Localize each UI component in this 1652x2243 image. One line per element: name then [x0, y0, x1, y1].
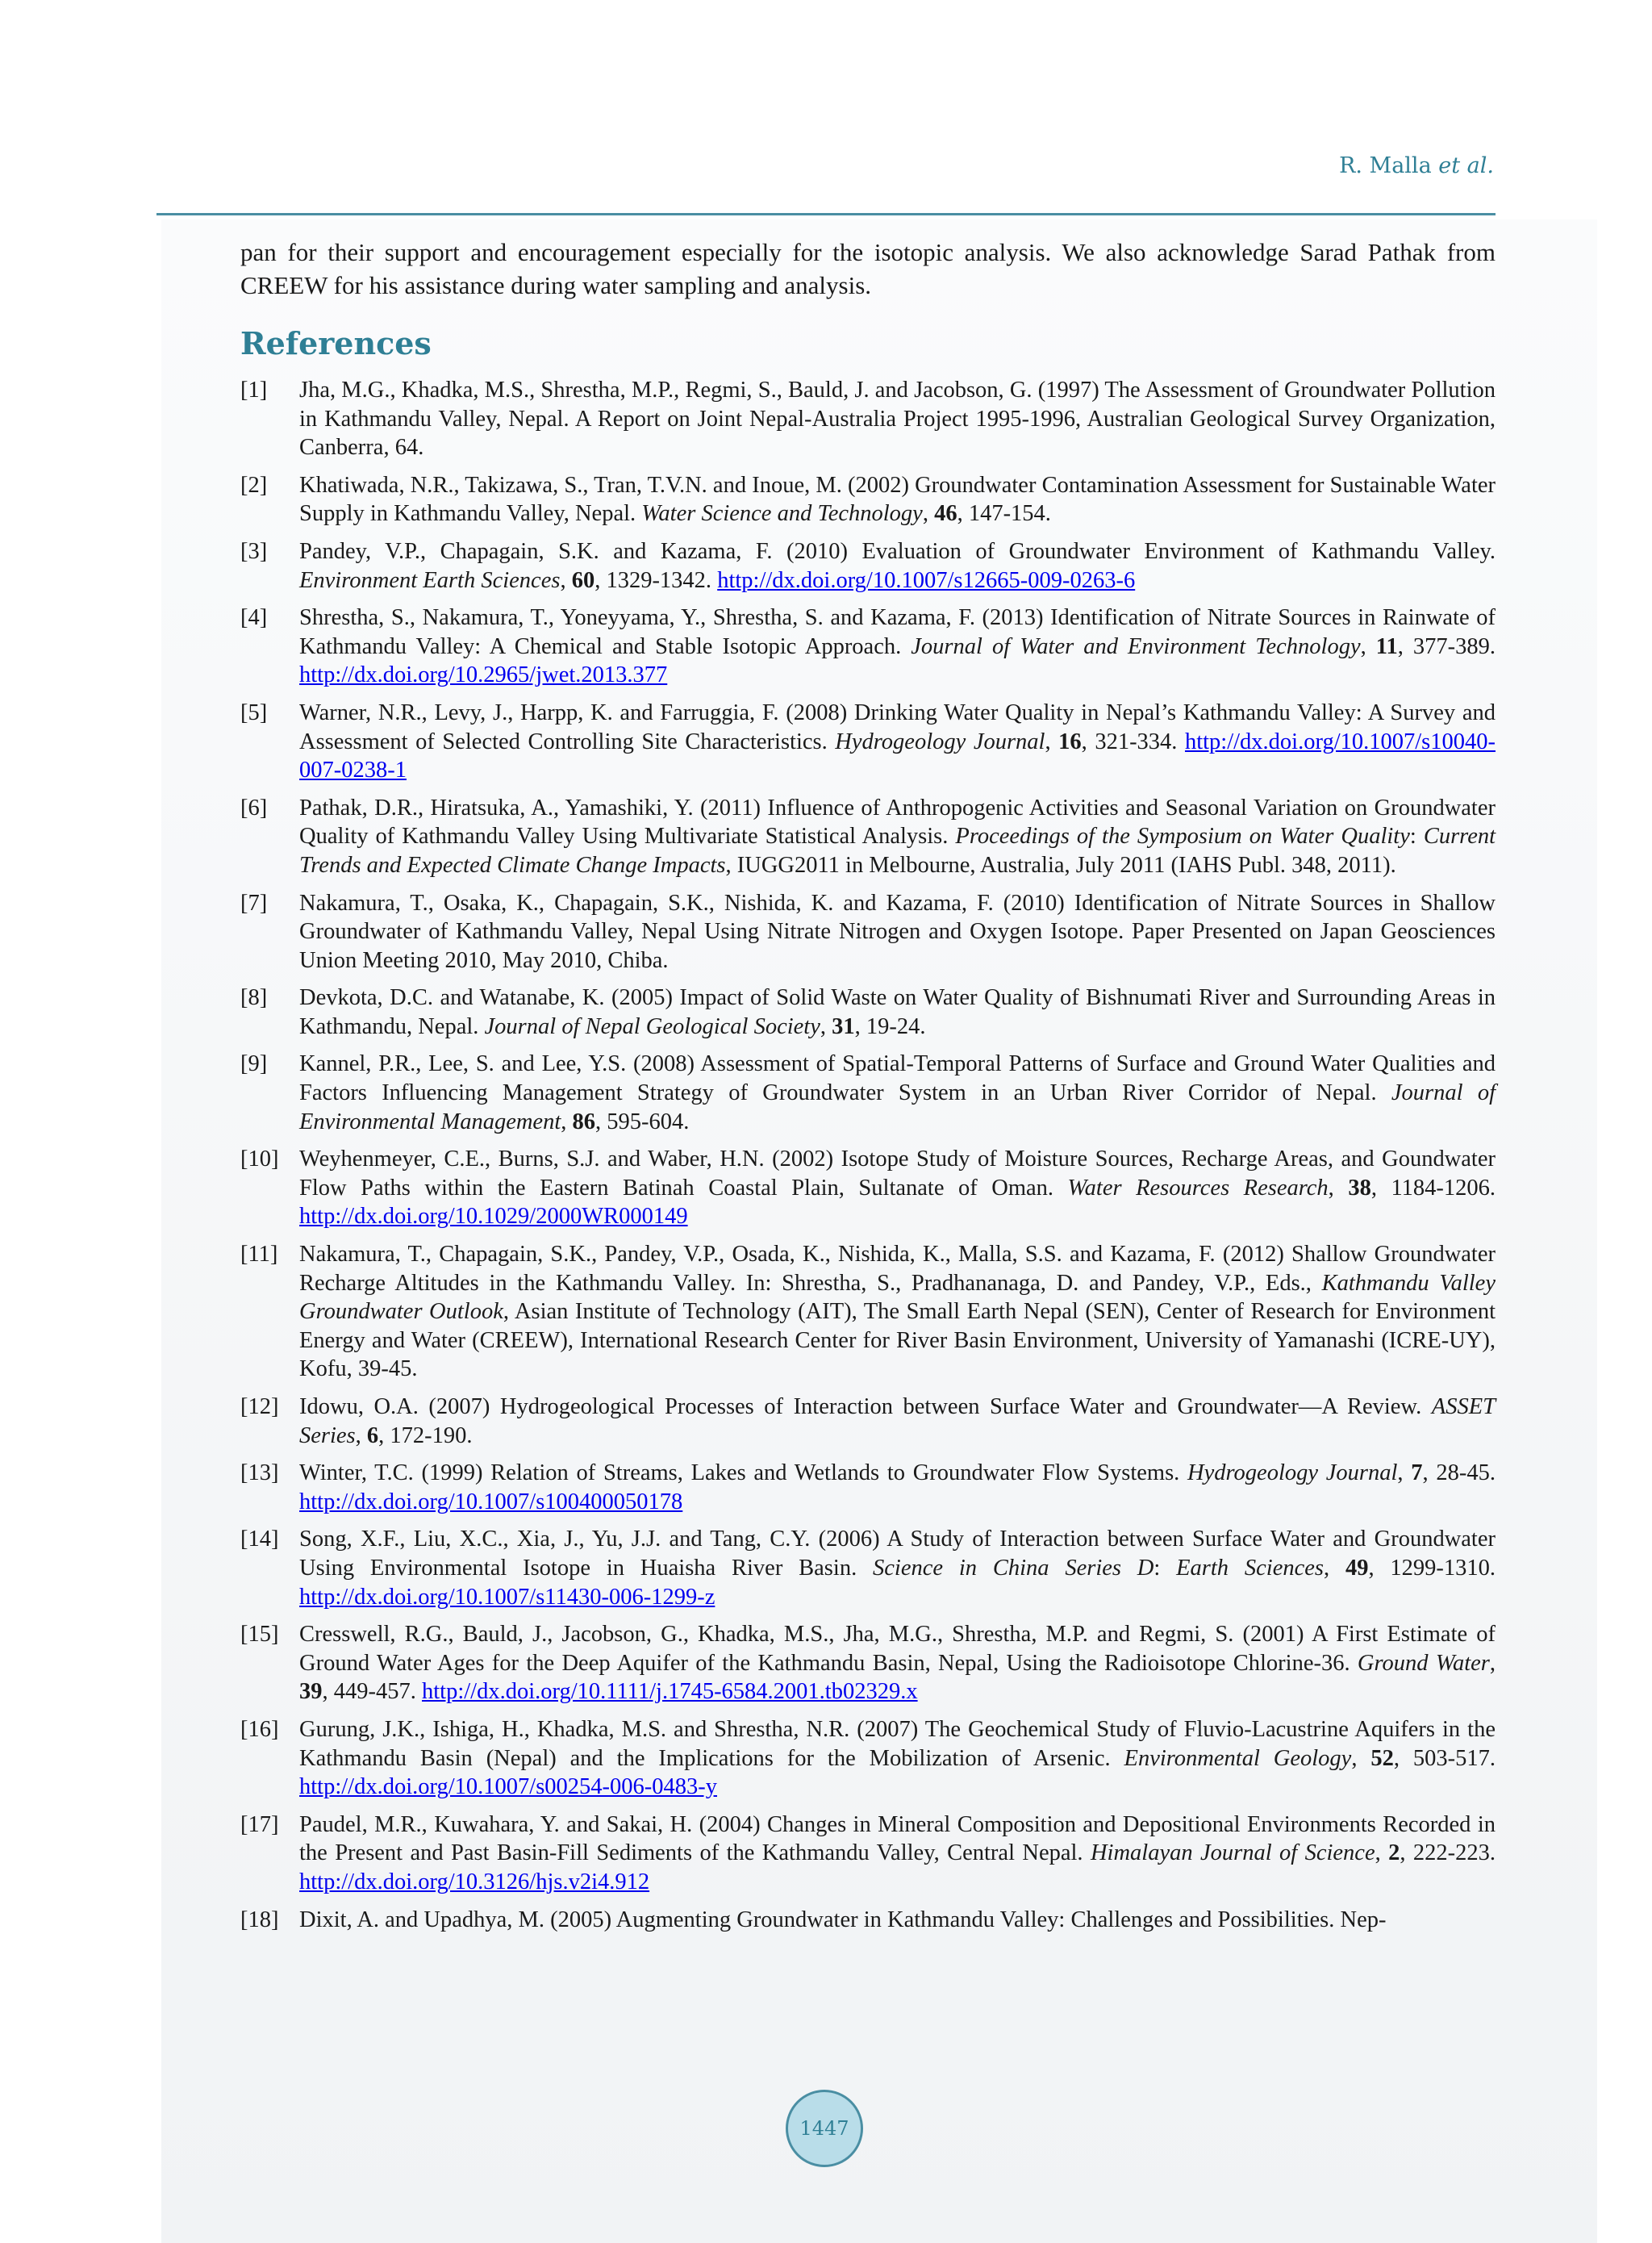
reference-item	[240, 1906, 1496, 1935]
page-number-badge	[786, 2090, 863, 2167]
doi-link[interactable]: http://dx.doi.org/10.1007/s100400050178	[299, 1489, 683, 1514]
doi-link[interactable]: http://dx.doi.org/10.1007/s12665-009-0263-6	[717, 567, 1136, 593]
doi-link[interactable]: http://dx.doi.org/10.1111/j.1745-6584.2001.tb02329.x	[422, 1679, 918, 1705]
reference-text: , 28-45.	[1422, 1460, 1496, 1486]
reference-text: Pathak, D.R., Hiratsuka, A., Yamashiki, Y. (2011) Influence of Anthropogenic Activities and Seasonal Variation on Groundwater Quality of Kathmandu Valley Using Multivariate Statistical Analysis.	[299, 795, 1496, 850]
reference-text: ,	[1351, 1745, 1371, 1771]
page-number: 1447	[799, 2117, 849, 2140]
reference-source-italic: Science in China Series D	[873, 1555, 1154, 1581]
reference-number: [14]	[240, 1527, 279, 1552]
reference-number: [17]	[240, 1811, 279, 1837]
reference-item	[240, 537, 1496, 595]
reference-volume: 49	[1345, 1555, 1369, 1581]
reference-source-italic: Earth Sciences	[1176, 1555, 1324, 1581]
reference-text: ,	[560, 567, 572, 593]
reference-text: Weyhenmeyer, C.E., Burns, S.J. and Waber, H.N. (2002) Isotope Study of Moisture Sources, Recharge Areas, and Goundwater Flow Paths within the Eastern Batinah Coastal Plain, Sultanate of Oman.	[299, 1147, 1496, 1201]
reference-source-italic: Hydrogeology Journal	[1187, 1460, 1398, 1486]
reference-number: [6]	[240, 795, 268, 821]
reference-volume: 46	[934, 501, 957, 527]
reference-text: ,	[1397, 1460, 1412, 1486]
reference-number: [10]	[240, 1147, 279, 1172]
doi-link[interactable]: http://dx.doi.org/10.1007/s10040-007-0238-1	[299, 729, 1496, 783]
reference-text: , 1299-1310.	[1368, 1555, 1496, 1581]
reference-number: [13]	[240, 1460, 279, 1486]
reference-text: Winter, T.C. (1999) Relation of Streams, Lakes and Wetlands to Groundwater Flow Systems.	[299, 1460, 1188, 1486]
reference-volume: 38	[1348, 1175, 1371, 1201]
reference-number: [16]	[240, 1716, 279, 1742]
reference-text: , Asian Institute of Technology (AIT), The Small Earth Nepal (SEN), Center of Research for Environment Energy and Water (CREEW), International Research Center for River Basin Environment, University of Yamanashi (ICRE-UY), Kofu, 39-45.	[299, 1299, 1496, 1382]
reference-text: , 503-517.	[1393, 1745, 1496, 1771]
reference-item	[240, 604, 1496, 690]
reference-text: :	[1409, 824, 1424, 850]
reference-text: , 19-24.	[854, 1013, 926, 1039]
doi-link[interactable]: http://dx.doi.org/10.2965/jwet.2013.377	[299, 662, 668, 688]
reference-text: ,	[1324, 1555, 1345, 1581]
reference-source-italic: Water Science and Technology	[641, 501, 923, 527]
reference-item	[240, 1525, 1496, 1611]
reference-item	[240, 1620, 1496, 1706]
reference-text: , 321-334.	[1081, 729, 1185, 754]
reference-text: Gurung, J.K., Ishiga, H., Khadka, M.S. and Shrestha, N.R. (2007) The Geochemical Study of Fluvio-Lacustrine Aquifers in the Kathmandu Basin (Nepal) and the Implications for the Mobilization of Arsenic.	[299, 1716, 1496, 1771]
reference-list	[240, 376, 1496, 1934]
reference-volume: 31	[832, 1013, 855, 1039]
reference-number: [4]	[240, 605, 268, 631]
reference-text: , 172-190.	[378, 1422, 473, 1448]
page-content	[240, 236, 1496, 1943]
reference-volume: 52	[1370, 1745, 1394, 1771]
reference-item	[240, 1393, 1496, 1450]
reference-source-italic: Water Resources Research	[1067, 1175, 1329, 1201]
reference-volume: 86	[572, 1109, 595, 1134]
reference-text: ,	[1360, 633, 1376, 659]
reference-source-italic: Himalayan Journal of Science	[1090, 1840, 1375, 1866]
reference-volume: 16	[1058, 729, 1082, 754]
header-rule	[156, 213, 1496, 215]
acknowledgement-continuation: pan for their support and encouragement especially for the isotopic analysis. We also acknowledge Sarad Pathak from CREEW for his assistance during water sampling and analysis.	[240, 238, 1496, 299]
reference-number: [11]	[240, 1242, 278, 1268]
reference-item	[240, 1811, 1496, 1897]
doi-link[interactable]: http://dx.doi.org/10.3126/hjs.v2i4.912	[299, 1869, 650, 1894]
reference-text: Shrestha, S., Nakamura, T., Yoneyyama, Y., Shrestha, S. and Kazama, F. (2013) Identification of Nitrate Sources in Rainwate of Kathmandu Valley: A Chemical and Stable Isotopic Approach.	[299, 605, 1496, 659]
reference-text: :	[1153, 1555, 1177, 1581]
reference-text: , 377-389.	[1397, 633, 1496, 659]
running-header	[1339, 153, 1494, 178]
reference-number: [18]	[240, 1907, 279, 1932]
reference-text: Devkota, D.C. and Watanabe, K. (2005) Impact of Solid Waste on Water Quality of Bishnumati River and Surrounding Areas in Kathmandu, Nepal.	[299, 985, 1496, 1039]
reference-text: Pandey, V.P., Chapagain, S.K. and Kazama, F. (2010) Evaluation of Groundwater Environment of Kathmandu Valley.	[299, 538, 1496, 564]
reference-source-italic: Journal of Nepal Geological Society	[484, 1013, 820, 1039]
reference-source-italic: Current Trends and Expected Climate Change Impacts	[299, 824, 1496, 878]
reference-text: ,	[922, 501, 935, 527]
reference-item	[240, 1050, 1496, 1136]
reference-item	[240, 794, 1496, 880]
reference-volume: 11	[1375, 633, 1398, 659]
reference-text: Kannel, P.R., Lee, S. and Lee, Y.S. (2008) Assessment of Spatial-Temporal Patterns of Surface and Ground Water Qualities and Factors Influencing Management Strategy of Groundwater System in an Urban River Corridor of Nepal.	[299, 1051, 1496, 1106]
reference-volume: 60	[571, 567, 595, 593]
reference-volume: 6	[366, 1422, 379, 1448]
reference-item	[240, 1459, 1496, 1516]
reference-source-italic: Journal of Environmental Management	[299, 1080, 1496, 1134]
reference-source-italic: Proceedings of the Symposium on Water Quality	[955, 824, 1410, 850]
reference-text: ,	[1045, 729, 1059, 754]
reference-text: Idowu, O.A. (2007) Hydrogeological Processes of Interaction between Surface Water and Groundwater—A Review.	[299, 1394, 1432, 1419]
reference-text: Warner, N.R., Levy, J., Harpp, K. and Farruggia, F. (2008) Drinking Water Quality in Nepal’s Kathmandu Valley: A Survey and Assessment of Selected Controlling Site Characteristics.	[299, 700, 1496, 754]
reference-text: Dixit, A. and Upadhya, M. (2005) Augmenting Groundwater in Kathmandu Valley: Challenges and Possibilities. Nep-	[299, 1907, 1387, 1932]
reference-text: , 595-604.	[595, 1109, 690, 1134]
reference-text: , 147-154.	[957, 501, 1051, 527]
reference-item	[240, 1145, 1496, 1231]
reference-number: [5]	[240, 700, 268, 725]
reference-number: [1]	[240, 378, 268, 403]
reference-number: [15]	[240, 1622, 279, 1648]
reference-number: [3]	[240, 538, 268, 564]
reference-text: Song, X.F., Liu, X.C., Xia, J., Yu, J.J. and Tang, C.Y. (2006) A Study of Interaction between Surface Water and Groundwater Using Environmental Isotope in Huaisha River Basin.	[299, 1527, 1496, 1581]
reference-source-italic: Environment Earth Sciences	[299, 567, 561, 593]
reference-text: Jha, M.G., Khadka, M.S., Shrestha, M.P., Regmi, S., Bauld, J. and Jacobson, G. (1997) The Assessment of Groundwater Pollution in Kathmandu Valley, Nepal. A Report on Joint Nepal-Australia Project 1995-1996, Australian Geological Survey Organization, Canberra, 64.	[299, 378, 1496, 461]
doi-link[interactable]: http://dx.doi.org/10.1007/s00254-006-0483-y	[299, 1774, 718, 1800]
header-et-al: et al.	[1438, 153, 1494, 178]
reference-text: ,	[1375, 1840, 1389, 1866]
reference-item	[240, 699, 1496, 785]
reference-text: ,	[355, 1422, 367, 1448]
reference-item	[240, 984, 1496, 1041]
reference-number: [2]	[240, 472, 268, 498]
reference-text: Paudel, M.R., Kuwahara, Y. and Sakai, H. (2004) Changes in Mineral Composition and Depositional Environments Recorded in the Present and Past Basin-Fill Sediments of the Kathmandu Valley, Central Nepal.	[299, 1811, 1496, 1866]
reference-text: , 1329-1342.	[594, 567, 718, 593]
reference-item	[240, 471, 1496, 528]
references-heading: References	[240, 325, 432, 361]
doi-link[interactable]: http://dx.doi.org/10.1029/2000WR000149	[299, 1204, 688, 1230]
reference-text: Nakamura, T., Osaka, K., Chapagain, S.K., Nishida, K. and Kazama, F. (2010) Identification of Nitrate Sources in Shallow Groundwater of Kathmandu Valley, Nepal Using Nitrate Nitrogen and Oxygen Isotope. Paper Presented on Japan Geosciences Union Meeting 2010, May 2010, Chiba.	[299, 890, 1496, 973]
reference-text: ,	[561, 1109, 573, 1134]
reference-source-italic: ASSET Series	[299, 1394, 1496, 1448]
reference-number: [12]	[240, 1394, 279, 1419]
reference-item	[240, 1240, 1496, 1384]
reference-text: , IUGG2011 in Melbourne, Australia, July 2011 (IAHS Publ. 348, 2011).	[725, 852, 1396, 878]
reference-item	[240, 1715, 1496, 1802]
reference-text: ,	[820, 1013, 832, 1039]
reference-source-italic: Ground Water	[1357, 1650, 1490, 1676]
reference-number: [9]	[240, 1051, 268, 1077]
reference-text: ,	[1328, 1175, 1349, 1201]
reference-source-italic: Journal of Water and Environment Technology	[911, 633, 1361, 659]
reference-item	[240, 376, 1496, 462]
reference-source-italic: Environmental Geology	[1124, 1745, 1352, 1771]
reference-text: Nakamura, T., Chapagain, S.K., Pandey, V.P., Osada, K., Nishida, K., Malla, S.S. and Kazama, F. (2012) Shallow Groundwater Recharge Altitudes in the Kathmandu Valley. In: Shrestha, S., Pradhananaga, D. and Pandey, V.P., Eds.,	[299, 1242, 1496, 1296]
doi-link[interactable]: http://dx.doi.org/10.1007/s11430-006-1299-z	[299, 1584, 715, 1610]
reference-volume: 7	[1411, 1460, 1423, 1486]
reference-text: Khatiwada, N.R., Takizawa, S., Tran, T.V.N. and Inoue, M. (2002) Groundwater Contamination Assessment for Sustainable Water Supply in Kathmandu Valley, Nepal.	[299, 472, 1496, 527]
reference-source-italic: Hydrogeology Journal	[835, 729, 1045, 754]
reference-volume: 39	[299, 1679, 323, 1705]
reference-text: , 1184-1206.	[1370, 1175, 1496, 1201]
reference-text: Cresswell, R.G., Bauld, J., Jacobson, G., Khadka, M.S., Jha, M.G., Shrestha, M.P. and Regmi, S. (2001) A First Estimate of Ground Water Ages for the Deep Aquifer of the Kathmandu Basin, Nepal, Using the Radioisotope Chlorine-36.	[299, 1622, 1496, 1676]
reference-item	[240, 889, 1496, 975]
reference-text: , 449-457.	[322, 1679, 422, 1705]
reference-text: ,	[1489, 1650, 1496, 1676]
header-authors: R. Malla	[1339, 153, 1432, 178]
reference-text: , 222-223.	[1400, 1840, 1496, 1866]
reference-source-italic: Kathmandu Valley Groundwater Outlook	[299, 1270, 1496, 1325]
reference-number: [8]	[240, 985, 268, 1011]
reference-volume: 2	[1388, 1840, 1400, 1866]
reference-number: [7]	[240, 890, 268, 916]
